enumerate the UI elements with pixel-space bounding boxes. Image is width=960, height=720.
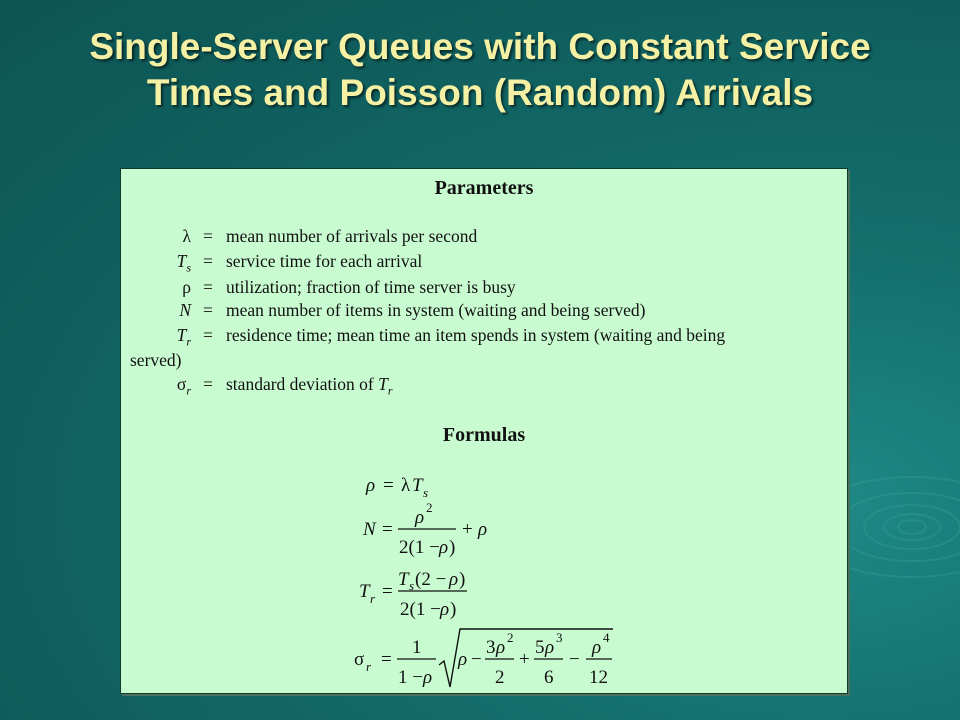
parameter-symbol: N	[179, 300, 191, 320]
svg-text:1: 1	[412, 637, 422, 658]
svg-text:=: =	[381, 649, 392, 670]
svg-text:+: +	[462, 519, 473, 540]
svg-text:ρ: ρ	[458, 649, 468, 670]
svg-text:12: 12	[589, 667, 608, 688]
parameter-equals: =	[203, 226, 213, 246]
parameter-description: mean number of arrivals per second	[226, 226, 478, 246]
svg-text:2(1 −: 2(1 −	[399, 537, 440, 558]
formula-sigma-r	[354, 629, 613, 688]
parameter-equals: =	[203, 300, 213, 320]
svg-text:−: −	[569, 649, 580, 670]
svg-text:(2 −: (2 −	[415, 569, 447, 590]
svg-text:2: 2	[507, 630, 514, 645]
svg-text:−: −	[471, 649, 482, 670]
svg-text:5: 5	[535, 637, 545, 658]
parameter-equals: =	[203, 374, 213, 394]
parameter-description: residence time; mean time an item spends in system (waiting and being	[226, 325, 726, 345]
svg-text:=: =	[382, 519, 393, 540]
svg-text:ρ: ρ	[478, 519, 488, 540]
svg-text:r: r	[370, 591, 376, 606]
slide-title	[0, 24, 960, 116]
slide-title-line-2: Times and Poisson (Random) Arrivals	[146, 72, 814, 113]
slide-title-line-1: Single-Server Queues with Constant Service	[89, 26, 871, 67]
svg-text:2(1 −: 2(1 −	[400, 599, 441, 620]
svg-text:T: T	[359, 581, 370, 602]
svg-text:T: T	[412, 475, 423, 496]
parameter-description: utilization; fraction of time server is busy	[226, 277, 516, 297]
svg-text:6: 6	[544, 667, 554, 688]
svg-text:1 −: 1 −	[398, 667, 423, 688]
parameter-description-continuation: served)	[130, 350, 182, 370]
parameter-symbol: ρ	[182, 277, 191, 297]
svg-text:=: =	[383, 475, 394, 496]
parameter-description: standard deviation of $T_r$	[226, 374, 393, 398]
svg-text:4: 4	[603, 630, 610, 645]
svg-text:+: +	[519, 649, 530, 670]
formula-rho	[365, 475, 428, 500]
svg-text:s: s	[409, 578, 415, 593]
svg-text:2: 2	[495, 667, 505, 688]
svg-text:ρ: ρ	[592, 637, 602, 658]
svg-text:s: s	[423, 485, 429, 500]
parameter-symbol: $T_s$	[176, 251, 191, 275]
formula-n	[362, 500, 487, 558]
parameters-heading: Parameters	[434, 177, 534, 199]
parameter-symbol: λ	[182, 226, 191, 246]
formula-panel	[120, 168, 848, 694]
svg-text:ρ: ρ	[423, 667, 433, 688]
svg-text:2: 2	[426, 500, 433, 515]
svg-text:T: T	[398, 569, 409, 590]
svg-text:): )	[450, 599, 457, 620]
parameter-equals: =	[203, 277, 213, 297]
svg-text:ρ: ρ	[366, 475, 376, 496]
formulas-heading: Formulas	[442, 424, 526, 446]
parameter-description: service time for each arrival	[226, 251, 423, 271]
svg-text:ρ: ρ	[439, 537, 449, 558]
parameter-equals: =	[203, 251, 213, 271]
svg-text:λ: λ	[401, 475, 411, 496]
parameter-equals: =	[203, 325, 213, 345]
formula-tr	[359, 569, 467, 620]
svg-text:ρ: ρ	[415, 507, 425, 528]
svg-text:N: N	[363, 519, 376, 540]
svg-text:=: =	[382, 581, 393, 602]
svg-text:): )	[449, 537, 456, 558]
formulas-block	[121, 169, 847, 693]
svg-text:r: r	[366, 659, 372, 674]
svg-text:3: 3	[486, 637, 496, 658]
svg-text:3: 3	[556, 630, 563, 645]
parameter-symbol: $T_r$	[176, 325, 191, 349]
svg-text:ρ: ρ	[496, 637, 506, 658]
svg-text:σ: σ	[354, 649, 365, 670]
parameter-symbol: $\sigma_r$	[176, 374, 191, 398]
svg-text:ρ: ρ	[545, 637, 555, 658]
parameter-description: mean number of items in system (waiting and being served)	[226, 300, 646, 320]
svg-text:ρ: ρ	[449, 569, 459, 590]
svg-text:): )	[459, 569, 466, 590]
svg-text:ρ: ρ	[440, 599, 450, 620]
